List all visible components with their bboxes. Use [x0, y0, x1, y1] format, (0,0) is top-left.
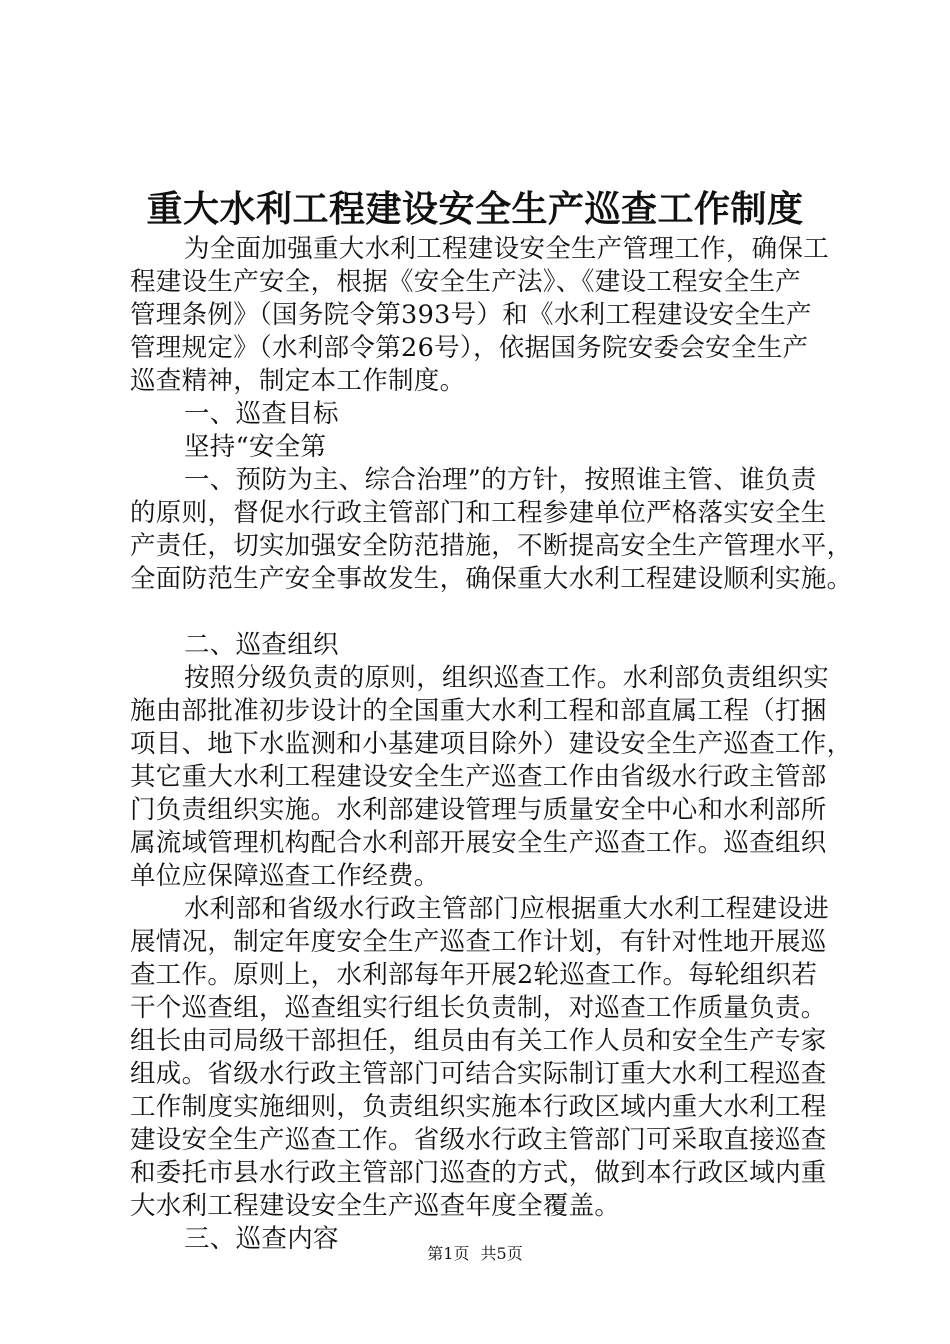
text-line: 属流域管理机构配合水利部开展安全生产巡查工作。巡查组织	[130, 828, 827, 858]
text-line: 产责任，切实加强安全防范措施，不断提高安全生产管理水平，	[130, 531, 853, 561]
text-line: 其它重大水利工程建设安全生产巡查工作由省级水行政主管部	[130, 762, 827, 792]
text-line: 干个巡查组，巡查组实行组长负责制，对巡查工作质量负责。	[130, 993, 827, 1023]
text-line: 组长由司局级干部担任，组员由有关工作人员和安全生产专家	[130, 1026, 827, 1056]
text-line: 展情况，制定年度安全生产巡查工作计划，有针对性地开展巡	[130, 927, 827, 957]
text-line: 管理条例》（国务院令第393号）和《水利工程建设安全生产	[130, 300, 812, 330]
page-number: 第1页	[427, 1244, 470, 1263]
text-line: 坚持“安全第	[184, 432, 327, 462]
text-line: 工作制度实施细则，负责组织实施本行政区域内重大水利工程	[130, 1092, 827, 1122]
text-line: 程建设生产安全，根据《安全生产法》、《建设工程安全生产	[130, 267, 802, 297]
text-line: 施由部批准初步设计的全国重大水利工程和部直属工程（打捆	[130, 696, 827, 726]
page-total: 共5页	[480, 1244, 523, 1263]
text-line: 大水利工程建设安全生产巡查年度全覆盖。	[130, 1191, 621, 1221]
text-line: 建设安全生产巡查工作。省级水行政主管部门可采取直接巡查	[130, 1125, 827, 1155]
text-line: 门负责组织实施。水利部建设管理与质量安全中心和水利部所	[130, 795, 827, 825]
text-line: 管理规定》（水利部令第26号），依据国务院安委会安全生产	[130, 333, 809, 363]
text-line: 水利部和省级水行政主管部门应根据重大水利工程建设进	[184, 894, 830, 924]
text-line: 一、预防为主、综合治理”的方针，按照谁主管、谁负责	[184, 465, 817, 495]
document-body	[130, 233, 853, 1256]
section-heading: 三、巡查内容	[184, 1224, 339, 1254]
text-line: 查工作。原则上，水利部每年开展2轮巡查工作。每轮组织若	[130, 960, 818, 990]
section-heading: 一、巡查目标	[184, 399, 339, 429]
text-line: 按照分级负责的原则，组织巡查工作。水利部负责组织实	[184, 663, 830, 693]
text-line: 巡查精神，制定本工作制度。	[130, 366, 466, 396]
paragraph-gap	[130, 596, 850, 629]
text-line: 组成。省级水行政主管部门可结合实际制订重大水利工程巡查	[130, 1059, 827, 1089]
text-line: 单位应保障巡查工作经费。	[130, 861, 440, 891]
text-line: 为全面加强重大水利工程建设安全生产管理工作，确保工	[184, 234, 830, 264]
text-line: 全面防范生产安全事故发生，确保重大水利工程建设顺利实施。	[130, 564, 853, 594]
text-line: 和委托市县水行政主管部门巡查的方式，做到本行政区域内重	[130, 1158, 827, 1188]
section-heading: 二、巡查组织	[184, 630, 339, 660]
document-title: 重大水利工程建设安全生产巡查工作制度	[146, 188, 804, 230]
text-line: 项目、地下水监测和小基建项目除外）建设安全生产巡查工作，	[130, 729, 853, 759]
text-line: 的原则，督促水行政主管部门和工程参建单位严格落实安全生	[130, 498, 827, 528]
page-footer	[0, 1243, 950, 1265]
